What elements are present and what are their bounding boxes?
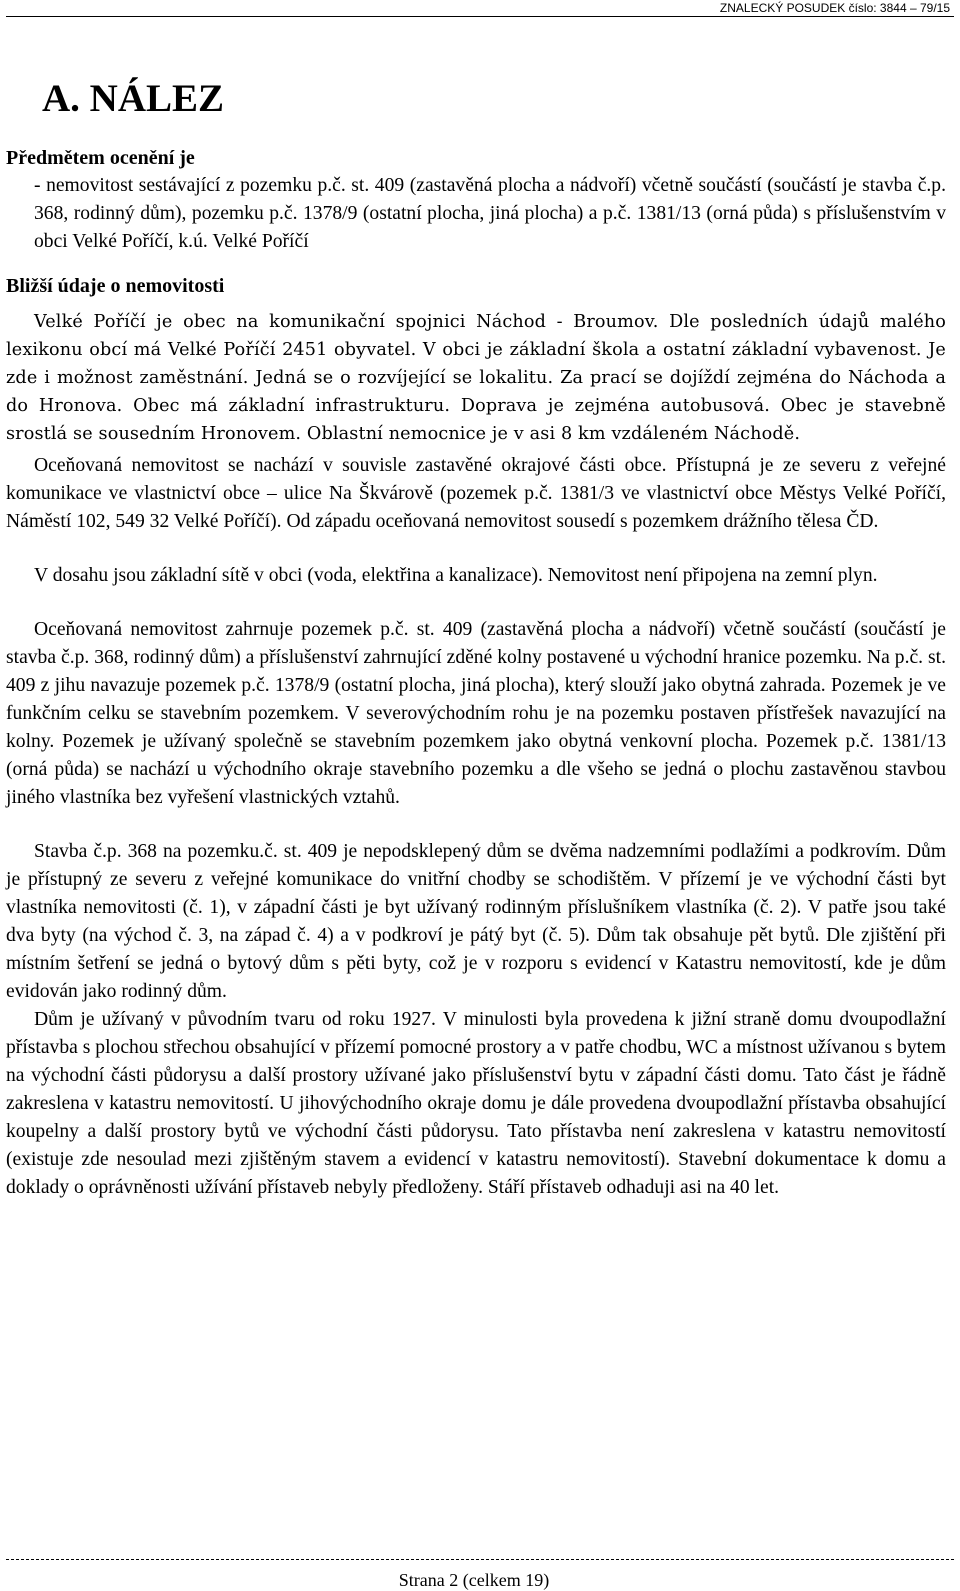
paragraph-land: Oceňovaná nemovitost zahrnuje pozemek p.č. st. 409 (zastavěná plocha a nádvoří) včetně součástí (součástí je stavba č.p. 368, rodinný dům) a příslušenství zahrnující zděné kolny postavené u východní hranice pozemku. Na p.č. st. 409 z jihu navazuje pozemek p.č. 1378/9 (ostatní plocha, jiná plocha), který slouží jako obytná zahrada. Pozemek je ve funkčním celku se stavebním pozemkem. V severovýchodním rohu je na pozemku postaven přístřešek navazující na kolny. Pozemek je užívaný společně se stavebním pozemkem jako obytná venkovní plocha. Pozemek p.č. 1381/13 (orná půda) se nachází u východního okraje stavebního pozemku a dle všeho se jedná o plochu zastavěnou stavbou jiného vlastníka bez vyřešení vlastnických vztahů. xyxy=(6,619,946,808)
paragraph-location: Velké Poříčí je obec na komunikační spojnici Náchod - Broumov. Dle posledních údajů malého lexikonu obcí má Velké Poříčí 2451 obyvatel. V obci je základní škola a ostatní základní vybavenost. Je zde i možnost zaměstnání. Jedná se o rozvíjející se lokalitu. Za prací se dojíždí zejména do Náchoda a do Hronova. Obec má základní infrastrukturu. Doprava je zejména autobusová. Obec je stavebně srostlá se sousedním Hronovem. Oblastní nemocnice je v asi 8 km vzdáleném Náchodě. xyxy=(6,312,946,444)
document-body xyxy=(6,78,946,1202)
page-number: Strana 2 (celkem 19) xyxy=(398,1570,550,1590)
paragraph-extensions: Dům je užívaný v původním tvaru od roku 1927. V minulosti byla provedena k jižní straně domu dvoupodlažní přístavba s plochou střechou obsahující v přízemí pomocné prostory a v patře chodbu, WC a místnost užívanou s bytem na východní části půdorysu a další prostory užívané jako příslušenství bytu v západní části domu. Tato část je řádně zakreslena v katastru nemovitostí. U jihovýchodního okraje domu je dále provedena dvoupodlažní přístavba obsahující koupelny a další prostory bytů ve východní části půdorysu. Tato přístavba není zakreslena v katastru nemovitostí (existuje zde nesoulad mezi zjištěným stavem a evidencí v katastru nemovitostí). Stavební dokumentace k domu a doklady o oprávněnosti užívání přístaveb nebyly předloženy. Stáří přístaveb odhaduji asi na 40 let. xyxy=(6,1009,946,1198)
subject-description: - nemovitost sestávající z pozemku p.č. st. 409 (zastavěná plocha a nádvoří) včetně součástí (součástí je stavba č.p. 368, rodinný dům), pozemku p.č. 1378/9 (ostatní plocha, jiná plocha) a p.č. 1381/13 (orná půda) s příslušenstvím v obci Velké Poříčí, k.ú. Velké Poříčí xyxy=(34,175,946,252)
footer-rule xyxy=(6,1559,954,1560)
paragraph-building: Stavba č.p. 368 na pozemku.č. st. 409 je nepodsklepený dům se dvěma nadzemními podlažími a podkrovím. Dům je přístupný ze severu z veřejné komunikace do vnitřní chodby se schodištěm. V přízemí je ve východní části byt vlastníka nemovitosti (č. 1), v západní části je byt užívaný rodinným příslušníkem vlastníka (č. 2). V patře jsou také dva byty (na východ č. 3, na západ č. 4) a v podkroví je pátý byt (č. 5). Dům tak obsahuje pět bytů. Dle zjištění při místním šetření se jedná o bytový dům s pěti byty, což je v rozporu s evidencí v Katastru nemovitostí, kde je dům evidován jako rodinný dům. xyxy=(6,841,946,1002)
header-rule xyxy=(6,16,954,17)
page-title: A. NÁLEZ xyxy=(42,77,225,120)
paragraph-access: Oceňovaná nemovitost se nachází v souvisle zastavěné okrajové části obce. Přístupná je ze severu z veřejné komunikace ve vlastnictví obce – ulice Na Škvárově (pozemek p.č. 1381/3 ve vlastnictví obce Městys Velké Poříčí, Náměstí 102, 549 32 Velké Poříčí). Od západu oceňovaná nemovitost sousedí s pozemkem drážního tělesa ČD. xyxy=(6,455,946,532)
paragraph-utilities: V dosahu jsou základní sítě v obci (voda, elektřina a kanalizace). Nemovitost není připojena na zemní plyn. xyxy=(34,565,878,586)
section-heading-subject: Předmětem ocenění je xyxy=(6,147,195,169)
section-heading-details: Bližší údaje o nemovitosti xyxy=(6,275,225,297)
page-header xyxy=(0,0,960,20)
header-text: ZNALECKÝ POSUDEK číslo: 3844 – 79/15 xyxy=(714,0,950,16)
